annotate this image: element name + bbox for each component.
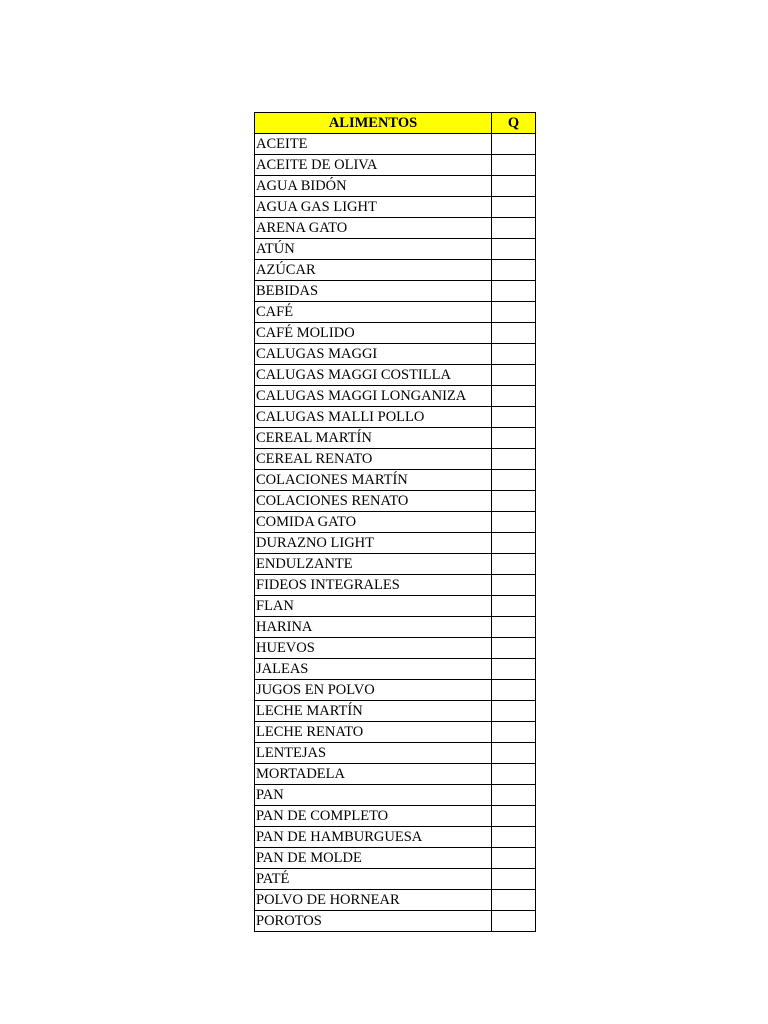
table-row — [255, 155, 536, 176]
quantity-cell[interactable] — [492, 659, 536, 680]
quantity-cell[interactable] — [492, 701, 536, 722]
table-row — [255, 449, 536, 470]
header-alimentos: ALIMENTOS — [255, 113, 492, 134]
table-row — [255, 806, 536, 827]
table-row — [255, 554, 536, 575]
item-name-cell: HUEVOS — [255, 638, 492, 659]
table-row — [255, 344, 536, 365]
table-row — [255, 323, 536, 344]
item-name-cell: MORTADELA — [255, 764, 492, 785]
quantity-cell[interactable] — [492, 449, 536, 470]
item-name-cell: AGUA BIDÓN — [255, 176, 492, 197]
quantity-cell[interactable] — [492, 470, 536, 491]
table-row — [255, 533, 536, 554]
quantity-cell[interactable] — [492, 806, 536, 827]
item-name-cell: CAFÉ MOLIDO — [255, 323, 492, 344]
item-name-cell: POLVO DE HORNEAR — [255, 890, 492, 911]
grocery-table — [254, 112, 536, 932]
item-name-cell: LENTEJAS — [255, 743, 492, 764]
quantity-cell[interactable] — [492, 680, 536, 701]
quantity-cell[interactable] — [492, 302, 536, 323]
item-name-cell: ACEITE DE OLIVA — [255, 155, 492, 176]
table-row — [255, 176, 536, 197]
table-row — [255, 407, 536, 428]
item-name-cell: POROTOS — [255, 911, 492, 932]
table-row — [255, 869, 536, 890]
table-row — [255, 365, 536, 386]
item-name-cell: CALUGAS MAGGI — [255, 344, 492, 365]
table-row — [255, 701, 536, 722]
quantity-cell[interactable] — [492, 386, 536, 407]
table-row — [255, 491, 536, 512]
table-row — [255, 596, 536, 617]
quantity-cell[interactable] — [492, 743, 536, 764]
table-row — [255, 890, 536, 911]
table-row — [255, 428, 536, 449]
quantity-cell[interactable] — [492, 428, 536, 449]
table-row — [255, 197, 536, 218]
quantity-cell[interactable] — [492, 764, 536, 785]
quantity-cell[interactable] — [492, 533, 536, 554]
item-name-cell: CEREAL RENATO — [255, 449, 492, 470]
item-name-cell: LECHE MARTÍN — [255, 701, 492, 722]
quantity-cell[interactable] — [492, 407, 536, 428]
item-name-cell: CALUGAS MAGGI LONGANIZA — [255, 386, 492, 407]
table-row — [255, 281, 536, 302]
header-q: Q — [492, 113, 536, 134]
table-row — [255, 827, 536, 848]
item-name-cell: ARENA GATO — [255, 218, 492, 239]
table-row — [255, 848, 536, 869]
item-name-cell: JUGOS EN POLVO — [255, 680, 492, 701]
item-name-cell: COLACIONES MARTÍN — [255, 470, 492, 491]
item-name-cell: CAFÉ — [255, 302, 492, 323]
item-name-cell: CEREAL MARTÍN — [255, 428, 492, 449]
table-row — [255, 638, 536, 659]
table-row — [255, 575, 536, 596]
quantity-cell[interactable] — [492, 323, 536, 344]
table-row — [255, 680, 536, 701]
quantity-cell[interactable] — [492, 344, 536, 365]
table-row — [255, 302, 536, 323]
quantity-cell[interactable] — [492, 596, 536, 617]
item-name-cell: CALUGAS MALLI POLLO — [255, 407, 492, 428]
table-row — [255, 617, 536, 638]
quantity-cell[interactable] — [492, 722, 536, 743]
table-row — [255, 785, 536, 806]
item-name-cell: COMIDA GATO — [255, 512, 492, 533]
table-row — [255, 260, 536, 281]
quantity-cell[interactable] — [492, 281, 536, 302]
quantity-cell[interactable] — [492, 827, 536, 848]
item-name-cell: LECHE RENATO — [255, 722, 492, 743]
item-name-cell: AZÚCAR — [255, 260, 492, 281]
quantity-cell[interactable] — [492, 155, 536, 176]
item-name-cell: DURAZNO LIGHT — [255, 533, 492, 554]
item-name-cell: PAN DE COMPLETO — [255, 806, 492, 827]
quantity-cell[interactable] — [492, 869, 536, 890]
item-name-cell: BEBIDAS — [255, 281, 492, 302]
quantity-cell[interactable] — [492, 638, 536, 659]
quantity-cell[interactable] — [492, 239, 536, 260]
quantity-cell[interactable] — [492, 260, 536, 281]
item-name-cell: HARINA — [255, 617, 492, 638]
quantity-cell[interactable] — [492, 617, 536, 638]
header-row — [255, 113, 536, 134]
item-name-cell: AGUA GAS LIGHT — [255, 197, 492, 218]
table-row — [255, 659, 536, 680]
quantity-cell[interactable] — [492, 890, 536, 911]
item-name-cell: JALEAS — [255, 659, 492, 680]
quantity-cell[interactable] — [492, 365, 536, 386]
table-row — [255, 386, 536, 407]
item-name-cell: PAN DE HAMBURGUESA — [255, 827, 492, 848]
table-row — [255, 239, 536, 260]
table-row — [255, 722, 536, 743]
item-name-cell: PAN DE MOLDE — [255, 848, 492, 869]
item-name-cell: COLACIONES RENATO — [255, 491, 492, 512]
quantity-cell[interactable] — [492, 785, 536, 806]
item-name-cell: FLAN — [255, 596, 492, 617]
quantity-cell[interactable] — [492, 848, 536, 869]
item-name-cell: FIDEOS INTEGRALES — [255, 575, 492, 596]
table-row — [255, 764, 536, 785]
table-row — [255, 134, 536, 155]
item-name-cell: ENDULZANTE — [255, 554, 492, 575]
quantity-cell[interactable] — [492, 575, 536, 596]
quantity-cell[interactable] — [492, 491, 536, 512]
quantity-cell[interactable] — [492, 554, 536, 575]
item-name-cell: PATÉ — [255, 869, 492, 890]
item-name-cell: ACEITE — [255, 134, 492, 155]
item-name-cell: ATÚN — [255, 239, 492, 260]
quantity-cell[interactable] — [492, 176, 536, 197]
quantity-cell[interactable] — [492, 197, 536, 218]
quantity-cell[interactable] — [492, 911, 536, 932]
quantity-cell[interactable] — [492, 218, 536, 239]
item-name-cell: CALUGAS MAGGI COSTILLA — [255, 365, 492, 386]
table-row — [255, 911, 536, 932]
table-row — [255, 743, 536, 764]
table-row — [255, 218, 536, 239]
quantity-cell[interactable] — [492, 134, 536, 155]
table-row — [255, 512, 536, 533]
item-name-cell: PAN — [255, 785, 492, 806]
quantity-cell[interactable] — [492, 512, 536, 533]
table-row — [255, 470, 536, 491]
table-body — [255, 134, 536, 932]
